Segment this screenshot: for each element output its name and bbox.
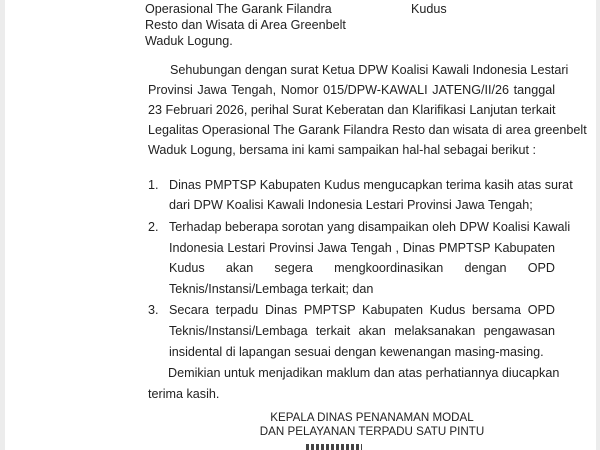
subject-line: Operasional The Garank Filandra: [145, 2, 332, 16]
paragraph-line: Waduk Logung, bersama ini kami sampaikan hal-hal sebagai berikut :: [148, 143, 537, 157]
subject-line: Waduk Logung.: [145, 34, 233, 48]
list-item-line: Secara terpadu Dinas PMPTSP Kabupaten Kudus bersama OPD: [169, 303, 555, 317]
paragraph-line: Legalitas Operasional The Garank Filandra Resto dan wisata di area greenbelt: [148, 123, 587, 137]
page-edge-right: [596, 0, 600, 450]
list-item-line: Dinas PMPTSP Kabupaten Kudus mengucapkan terima kasih atas surat: [169, 178, 573, 192]
signature-title: DAN PELAYANAN TERPADU SATU PINTU: [259, 425, 485, 438]
list-item-line: Indonesia Lestari Provinsi Jawa Tengah , Dinas PMPTSP Kabupaten: [169, 241, 555, 255]
paragraph-line: terima kasih.: [148, 387, 220, 401]
signature-title: KEPALA DINAS PENANAMAN MODAL: [270, 411, 474, 424]
paragraph-line: Provinsi Jawa Tengah, Nomor 015/DPW-KAWALI JATENG/II/26 tanggal: [148, 83, 555, 97]
list-item-line: Terhadap beberapa sorotan yang disampaikan oleh DPW Koalisi Kawali: [169, 220, 571, 234]
paragraph-line: Demikian untuk menjadikan maklum dan atas perhatiannya diucapkan: [168, 366, 560, 380]
subject-line: Resto dan Wisata di Area Greenbelt: [145, 18, 346, 32]
list-item-line: insidental di lapangan sesuai dengan kewenangan masing-masing.: [169, 345, 544, 359]
paragraph-line: 23 Februari 2026, perihal Surat Keberatan dan Klarifikasi Lanjutan terkait: [148, 103, 556, 117]
page-edge-left: [0, 0, 5, 450]
list-item-line: Teknis/Instansi/Lembaga terkait; dan: [169, 282, 374, 296]
place-text: Kudus: [411, 2, 447, 16]
list-number: 2.: [148, 220, 159, 234]
signature-mark: [306, 444, 362, 450]
list-item-line: Kudus akan segera mengkoordinasikan dengan OPD: [169, 261, 555, 275]
list-item-line: dari DPW Koalisi Kawali Indonesia Lestari Provinsi Jawa Tengah;: [169, 198, 533, 212]
list-number: 3.: [148, 303, 159, 317]
list-item-line: Teknis/Instansi/Lembaga terkait akan melaksanakan pengawasan: [169, 324, 555, 338]
paragraph-line: Sehubungan dengan surat Ketua DPW Koalisi Kawali Indonesia Lestari: [170, 63, 569, 77]
list-number: 1.: [148, 178, 159, 192]
